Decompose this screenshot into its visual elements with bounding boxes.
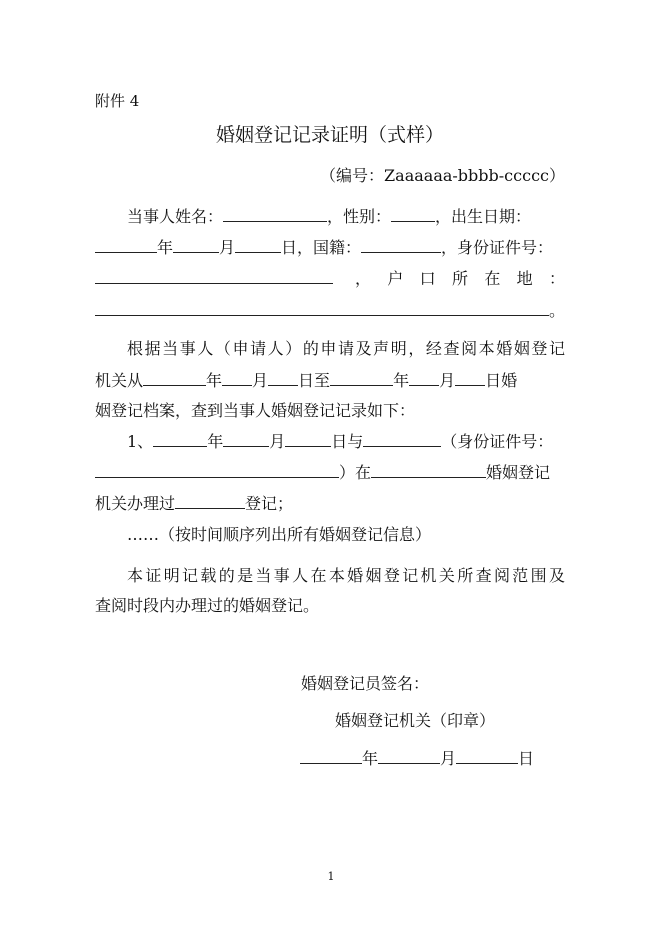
from-day-field[interactable]	[268, 370, 298, 386]
record-year-field[interactable]	[153, 431, 207, 447]
party-line-4	[95, 300, 565, 321]
record-month-label: 月	[269, 432, 286, 451]
residence-char: 地	[516, 269, 533, 288]
document-number: （编号：Zaaaaaa-bbbb-ccccc）	[320, 166, 565, 185]
registration-type-field[interactable]	[175, 493, 245, 509]
party-line-3	[95, 268, 565, 289]
party-line-1	[127, 206, 565, 227]
residence-char: 户	[387, 269, 404, 288]
from-year-label: 年	[206, 371, 223, 390]
residence-label	[333, 269, 565, 289]
spouse-id-field[interactable]	[95, 462, 339, 478]
document-title: 婚姻登记记录证明（式样）	[215, 124, 444, 146]
record-handled-label: 机关办理过	[95, 494, 176, 513]
residence-char: ：	[548, 269, 565, 288]
sign-year-field[interactable]	[300, 748, 362, 764]
name-label: 当事人姓名：	[127, 207, 224, 226]
birth-day-field[interactable]	[235, 237, 281, 253]
nationality-field[interactable]	[361, 237, 441, 253]
id-label: ，身份证件号：	[441, 238, 554, 257]
name-field[interactable]	[223, 206, 327, 222]
birth-month-field[interactable]	[173, 237, 219, 253]
birth-label: ，出生日期：	[435, 207, 532, 226]
residence-char: 口	[419, 269, 436, 288]
end-mark: 。	[549, 301, 566, 320]
to-label: 日至	[298, 371, 331, 390]
office-seal-label: 婚姻登记机关（印章）	[335, 711, 496, 730]
page-number: 1	[327, 870, 335, 883]
attachment-label: 附件 4	[95, 92, 140, 110]
sign-month-label: 月	[440, 749, 457, 768]
to-year-field[interactable]	[330, 370, 393, 386]
from-month-field[interactable]	[222, 370, 252, 386]
from-label: 机关从	[95, 371, 144, 390]
to-year-label: 年	[393, 371, 410, 390]
sign-day-field[interactable]	[456, 748, 518, 764]
residence-char: 所	[451, 269, 468, 288]
from-year-field[interactable]	[143, 370, 206, 386]
birth-year-field[interactable]	[95, 237, 157, 253]
record-line-1	[127, 431, 565, 452]
record-at-label: ）在	[339, 463, 372, 482]
residence-char: ，	[355, 269, 372, 288]
sign-year-label: 年	[362, 749, 379, 768]
record-year-label: 年	[207, 432, 224, 451]
para3-line1: 本证明记载的是当事人在本婚姻登记机关所查阅范围及	[127, 566, 565, 585]
archive-label: 日婚	[485, 371, 518, 390]
record-day-field[interactable]	[285, 431, 331, 447]
gender-field[interactable]	[391, 206, 435, 222]
record-month-field[interactable]	[223, 431, 269, 447]
para1-line1: 根据当事人（申请人）的申请及声明，经查阅本婚姻登记	[127, 339, 565, 358]
party-line-2	[95, 237, 565, 258]
nationality-label: 日，国籍：	[281, 238, 362, 257]
para1-line2	[95, 370, 565, 391]
sign-day-label: 日	[518, 749, 535, 768]
para3-line2: 查阅时段内办理过的婚姻登记。	[95, 596, 320, 615]
registrar-signature-label: 婚姻登记员签名：	[301, 674, 430, 693]
sign-month-field[interactable]	[378, 748, 440, 764]
record-id-label: （身份证件号：	[441, 432, 554, 451]
id-number-field[interactable]	[95, 268, 333, 284]
from-month-label: 月	[252, 371, 269, 390]
birth-month-label: 月	[219, 238, 236, 257]
ellipsis-note: ……（按时间顺序列出所有婚姻登记信息）	[127, 525, 432, 544]
to-month-field[interactable]	[409, 370, 439, 386]
record-end-label: 登记；	[245, 494, 294, 513]
to-month-label: 月	[439, 371, 456, 390]
signature-date	[300, 748, 534, 769]
record-line-3	[95, 493, 565, 514]
record-office-label: 婚姻登记	[486, 463, 551, 482]
residence-field[interactable]	[95, 300, 549, 316]
gender-label: ，性别：	[327, 207, 392, 226]
record-with-label: 日与	[331, 432, 364, 451]
spouse-field[interactable]	[363, 431, 441, 447]
record-line-2	[95, 462, 565, 483]
residence-char: 在	[484, 269, 501, 288]
office-field[interactable]	[371, 462, 486, 478]
record-number: 1、	[127, 432, 154, 451]
birth-year-label: 年	[157, 238, 174, 257]
para1-line3: 姻登记档案，查到当事人婚姻登记记录如下：	[95, 401, 416, 420]
to-day-field[interactable]	[455, 370, 485, 386]
